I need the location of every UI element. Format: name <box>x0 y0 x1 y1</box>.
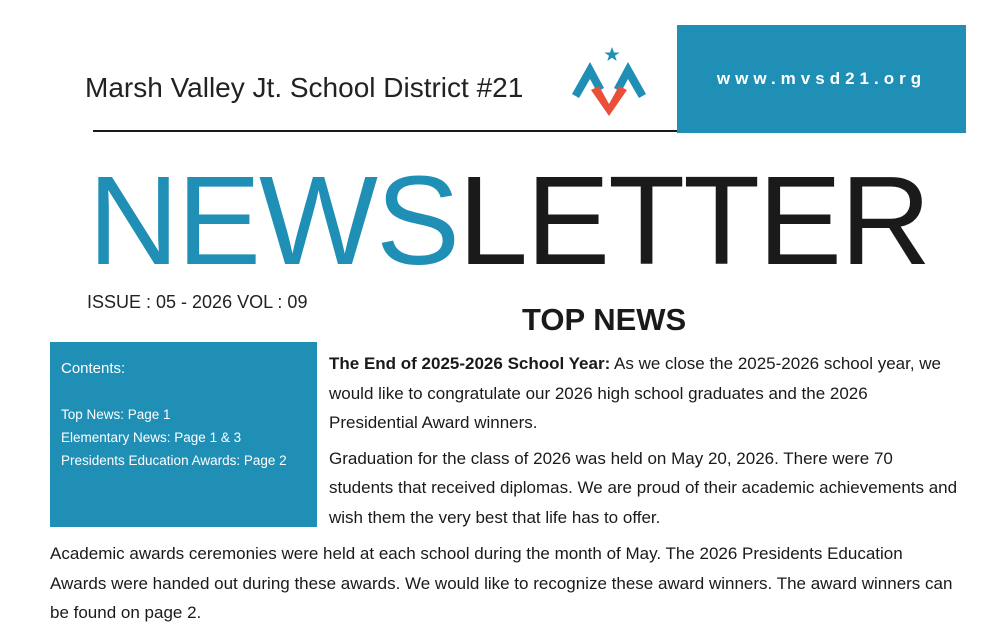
section-title: TOP NEWS <box>522 302 687 337</box>
article-paragraph-1 <box>329 349 959 438</box>
contents-item-elementary-news: Elementary News: Page 1 & 3 <box>61 430 242 445</box>
article-intro: As we close the 2025-2026 school year, we would like to congratulate our 2026 high school graduates and the 2026 Presidential Award winners. <box>329 354 942 432</box>
contents-item-awards: Presidents Education Awards: Page 2 <box>61 453 287 468</box>
header-rule <box>93 130 703 132</box>
contents-item-top-news: Top News: Page 1 <box>61 407 171 422</box>
top-news-article <box>329 349 959 538</box>
mv-star-logo-icon <box>568 44 650 118</box>
article-headline: The End of 2025-2026 School Year: <box>329 354 611 373</box>
article-paragraph-2: Graduation for the class of 2026 was held on May 20, 2026. There were 70 students that received diplomas. We are proud of their academic achievements and wish them the very best that life has to offer. <box>329 448 958 527</box>
article-paragraph-3: Academic awards ceremonies were held at each school during the month of May. The 2026 Presidents Education Awards were handed out during these awards. We would like to recognize these award winners. The award winners can be found on page 2. <box>50 544 953 622</box>
contents-title: Contents: <box>61 360 126 377</box>
issue-info: ISSUE : 05 - 2026 VOL : 09 <box>87 292 308 312</box>
website-url[interactable]: www.mvsd21.org <box>716 69 927 88</box>
masthead-news: NEWS <box>88 150 458 291</box>
district-name: Marsh Valley Jt. School District #21 <box>85 72 524 103</box>
website-banner <box>677 25 966 133</box>
newsletter-masthead <box>88 150 930 291</box>
contents-box <box>50 342 317 527</box>
masthead-letter: LETTER <box>458 150 930 291</box>
